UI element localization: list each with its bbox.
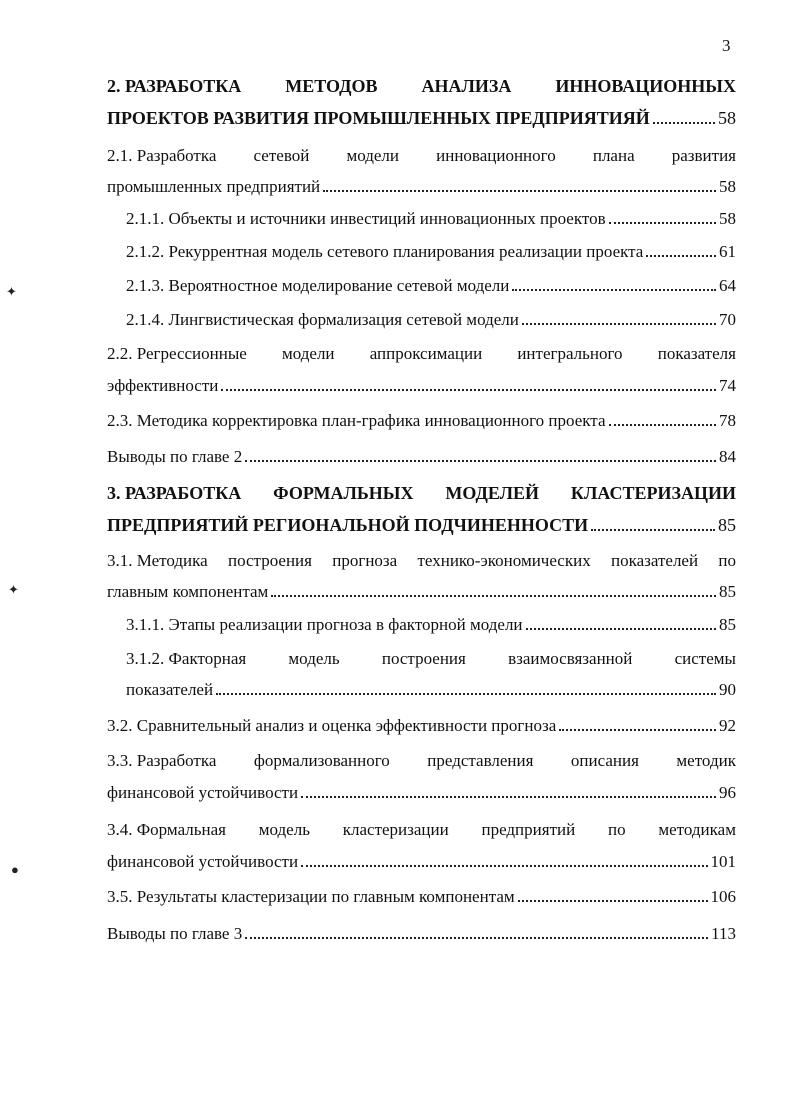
toc-entry-text: эффективности — [107, 376, 219, 395]
dot-leader — [512, 288, 716, 291]
toc-entry-text: финансовой устойчивости — [107, 783, 299, 802]
toc-entry-line — [107, 107, 736, 129]
toc-entry-text: главным компонентам — [107, 582, 269, 601]
word: 3.3. Разработка — [107, 751, 217, 770]
word: модель — [258, 820, 310, 839]
toc-page-number: 78 — [719, 411, 736, 430]
toc-entry-line — [107, 851, 736, 873]
word: 2.1. Разработка — [107, 146, 217, 165]
toc-entry-line — [126, 648, 736, 670]
word: методик — [676, 751, 736, 770]
word: показателей — [611, 551, 699, 570]
toc-entry-line — [107, 343, 736, 365]
word: модель — [288, 649, 340, 668]
toc-entry-text: показателей — [126, 680, 214, 699]
word: взаимосвязанной — [508, 649, 633, 668]
toc-page-number: 58 — [719, 177, 736, 196]
toc-page-number: 61 — [719, 242, 736, 261]
toc-page-number: 74 — [719, 376, 736, 395]
word: 2.2. Регрессионные — [107, 344, 247, 363]
toc-entry-line — [126, 275, 736, 297]
dot-leader — [646, 254, 716, 257]
toc-entry-line — [107, 750, 736, 772]
toc-entry-line — [107, 375, 736, 397]
toc-entry-line — [107, 819, 736, 841]
toc-entry-line — [126, 309, 736, 331]
word: построения — [227, 551, 312, 570]
toc-entry-line — [107, 550, 736, 572]
toc-entry-line — [126, 679, 736, 701]
toc-entry-line — [107, 514, 736, 536]
scan-speck: ✦ — [8, 582, 19, 597]
word: развития — [671, 146, 736, 165]
toc-page-number: 96 — [719, 783, 736, 802]
scan-speck: ● — [11, 862, 19, 877]
toc-entry-text: 3.2. Сравнительный анализ и оценка эффективности прогноза — [107, 716, 557, 735]
word: ФОРМАЛЬНЫХ — [273, 483, 414, 503]
dot-leader — [518, 899, 708, 902]
toc-page-number: 106 — [710, 887, 736, 906]
toc-entry-line — [107, 75, 736, 97]
dot-leader — [609, 221, 716, 224]
toc-entry-line — [107, 715, 736, 737]
toc-page-number: 58 — [718, 108, 736, 128]
toc-entry-text: ПРОЕКТОВ РАЗВИТИЯ ПРОМЫШЛЕННЫХ ПРЕДПРИЯТИЯЙ — [107, 108, 650, 128]
word: КЛАСТЕРИЗАЦИИ — [570, 483, 736, 503]
word: построения — [381, 649, 466, 668]
toc-entry-line — [107, 145, 736, 167]
word: 3.1. Методика — [107, 551, 208, 570]
word: по — [607, 820, 626, 839]
toc-entry-line — [126, 614, 736, 636]
toc-page-number: 64 — [719, 276, 736, 295]
dot-leader — [559, 728, 716, 731]
word: технико-экономических — [417, 551, 591, 570]
dot-leader — [591, 528, 715, 531]
toc-page-number: 90 — [719, 680, 736, 699]
word: методикам — [658, 820, 736, 839]
word: описания — [570, 751, 639, 770]
dot-leader — [526, 627, 716, 630]
word: 2. РАЗРАБОТКА — [107, 76, 242, 96]
word: МЕТОДОВ — [285, 76, 378, 96]
toc-entry-line — [107, 482, 736, 504]
toc-page-number: 92 — [719, 716, 736, 735]
word: модели — [346, 146, 399, 165]
dot-leader — [216, 692, 716, 695]
word: предприятий — [481, 820, 576, 839]
word: инновационного — [436, 146, 556, 165]
toc-entry-text: 2.1.3. Вероятностное моделирование сетевой модели — [126, 276, 510, 295]
toc-entry-line — [107, 923, 736, 945]
toc-entry-text: Выводы по главе 3 — [107, 924, 243, 943]
toc-page-number: 85 — [719, 615, 736, 634]
dot-leader — [245, 459, 716, 462]
word: представления — [427, 751, 534, 770]
toc-page-number: 85 — [719, 582, 736, 601]
dot-leader — [609, 423, 717, 426]
toc-entry-text: 3.5. Результаты кластеризации по главным компонентам — [107, 887, 515, 906]
toc-page-number: 85 — [718, 515, 736, 535]
word: кластеризации — [342, 820, 449, 839]
toc-entry-line — [107, 886, 736, 908]
toc-entry-line — [126, 208, 736, 230]
toc-entry-line — [107, 581, 736, 603]
toc-page-number: 70 — [719, 310, 736, 329]
dot-leader — [301, 795, 716, 798]
word: аппроксимации — [369, 344, 483, 363]
word: интегрального — [517, 344, 623, 363]
toc-entry-text: 2.1.4. Лингвистическая формализация сетевой модели — [126, 310, 519, 329]
page-number: 3 — [722, 36, 731, 55]
toc-entry-text: промышленных предприятий — [107, 177, 321, 196]
dot-leader — [301, 864, 707, 867]
toc-page-number: 58 — [719, 209, 736, 228]
toc-entry-text: 2.1.1. Объекты и источники инвестиций инновационных проектов — [126, 209, 606, 228]
toc-page-number: 113 — [711, 924, 736, 943]
word: системы — [674, 649, 736, 668]
toc-entry-text: финансовой устойчивости — [107, 852, 299, 871]
dot-leader — [271, 594, 716, 597]
toc-entry-text: Выводы по главе 2 — [107, 447, 243, 466]
toc-entry-text: 2.1.2. Рекуррентная модель сетевого планирования реализации проекта — [126, 242, 644, 261]
toc-entry-text: 2.3. Методика корректировка план-графика инновационного проекта — [107, 411, 606, 430]
word: 3.4. Формальная — [107, 820, 226, 839]
word: плана — [592, 146, 635, 165]
toc-entry-line — [107, 176, 736, 198]
toc-page-number: 101 — [710, 852, 736, 871]
word: формализованного — [253, 751, 390, 770]
word: ИННОВАЦИОННЫХ — [555, 76, 736, 96]
toc-entry-line — [107, 446, 736, 468]
dot-leader — [323, 189, 716, 192]
word: АНАЛИЗА — [421, 76, 512, 96]
toc-page-number: 84 — [719, 447, 736, 466]
word: сетевой — [253, 146, 310, 165]
word: МОДЕЛЕЙ — [445, 483, 540, 503]
dot-leader — [522, 322, 716, 325]
toc-entry-line — [107, 410, 736, 432]
dot-leader — [653, 121, 715, 124]
dot-leader — [245, 936, 708, 939]
word: показателя — [657, 344, 736, 363]
dot-leader — [221, 388, 716, 391]
scan-speck: ✦ — [6, 284, 17, 299]
word: 3. РАЗРАБОТКА — [107, 483, 242, 503]
toc-entry-text: ПРЕДПРИЯТИЙ РЕГИОНАЛЬНОЙ ПОДЧИНЕННОСТИ — [107, 515, 589, 535]
word: 3.1.2. Факторная — [126, 649, 247, 668]
toc-entry-line — [107, 782, 736, 804]
word: модели — [281, 344, 335, 363]
toc-entry-line — [126, 241, 736, 263]
toc-entry-text: 3.1.1. Этапы реализации прогноза в факторной модели — [126, 615, 523, 634]
word: прогноза — [332, 551, 398, 570]
word: по — [718, 551, 736, 570]
